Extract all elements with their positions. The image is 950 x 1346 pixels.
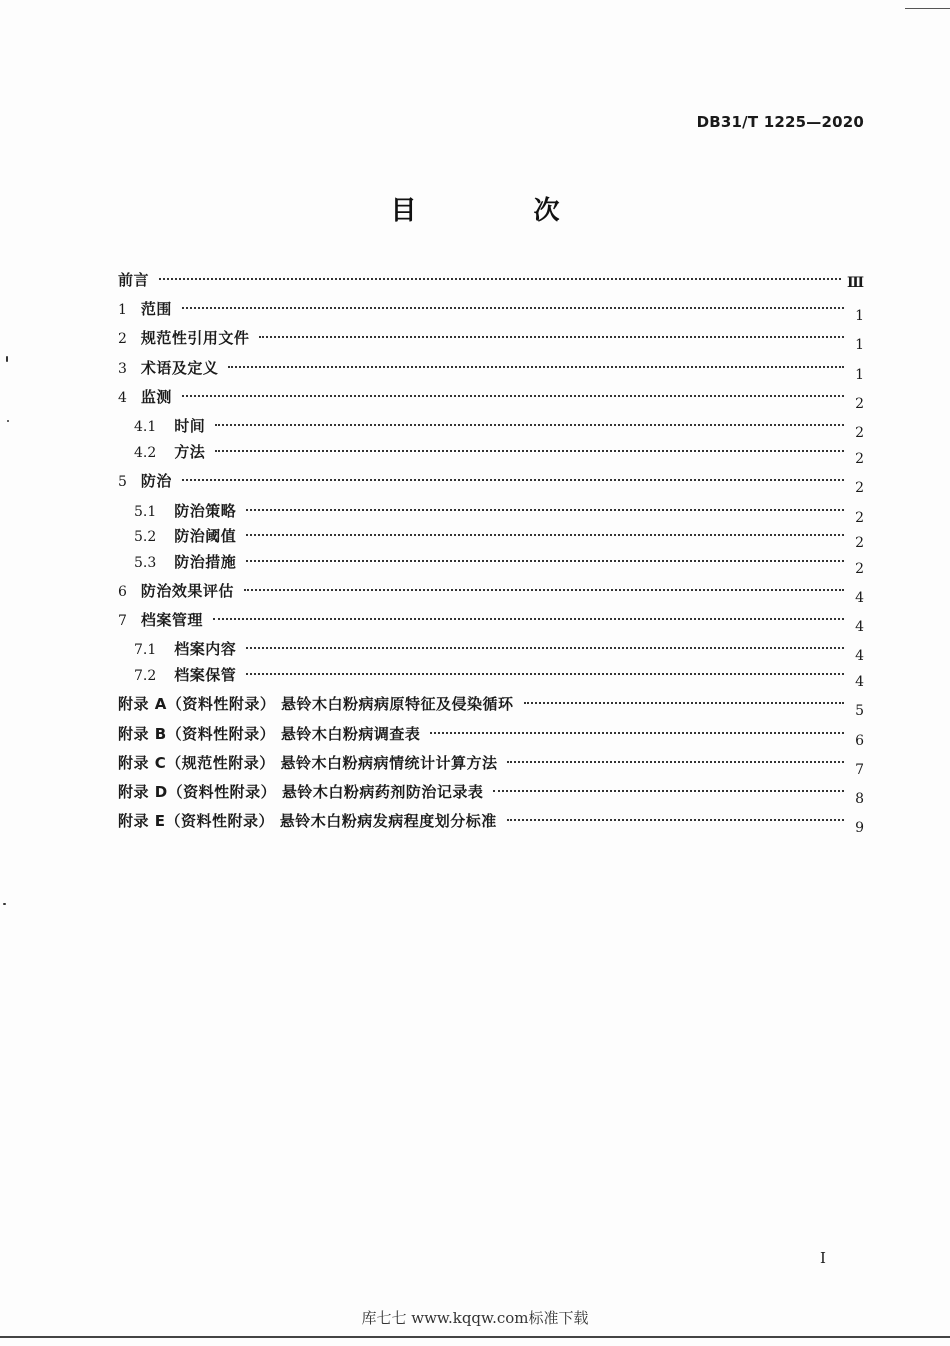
dot-leader [493, 790, 844, 792]
toc-entry-number: 6 [118, 584, 127, 600]
toc-title: 目 次 [390, 196, 614, 226]
dot-leader [215, 424, 844, 426]
toc-entry-text: 范围 [140, 300, 172, 318]
toc-entry-control[interactable] [118, 469, 864, 496]
page-number: I [820, 1249, 826, 1267]
toc-entry-page: 9 [855, 820, 864, 836]
toc-entry-page: 2 [855, 480, 864, 496]
toc-entry-page: 7 [855, 762, 864, 778]
toc-entry-monitoring-time[interactable] [134, 414, 864, 441]
toc-entry-number: 1 [118, 302, 127, 318]
toc-entry-monitoring[interactable] [118, 385, 864, 412]
dot-leader [228, 366, 844, 368]
toc-entry-records-content[interactable] [134, 637, 864, 664]
toc-entry-page: 4 [855, 590, 864, 606]
toc-entry-records-management[interactable] [118, 608, 864, 635]
scan-speck [7, 420, 9, 422]
toc-entry-number: 5.2 [134, 529, 157, 545]
dot-leader [259, 336, 844, 338]
dot-leader [246, 509, 844, 511]
bottom-rule [0, 1336, 950, 1338]
toc-entry-page: 4 [855, 619, 864, 635]
toc-entry-text: 时间 [174, 417, 206, 435]
toc-entry-monitoring-method[interactable] [134, 440, 864, 467]
toc-entry-number: 5.3 [134, 555, 157, 571]
toc-entry-text: 规范性引用文件 [140, 329, 250, 347]
toc-entry-page: 1 [855, 337, 864, 353]
toc-entry-records-storage[interactable] [134, 663, 864, 690]
toc-entry-normative-references[interactable] [118, 326, 864, 353]
dot-leader [507, 819, 844, 821]
toc-entry-page: 1 [855, 308, 864, 324]
toc-entry-text: 防治策略 [174, 502, 237, 520]
toc-entry-appendix-d[interactable] [118, 780, 864, 807]
toc-entry-text: 附录 A（资料性附录） 悬铃木白粉病病原特征及侵染循环 [118, 695, 514, 713]
dot-leader [182, 307, 844, 309]
dot-leader [182, 479, 844, 481]
dot-leader [246, 647, 844, 649]
toc-entry-text: 监测 [140, 388, 172, 406]
toc-entry-text: 方法 [174, 443, 206, 461]
toc-entry-number: 4.1 [134, 419, 157, 435]
dot-leader [524, 702, 844, 704]
scan-speck [6, 356, 8, 362]
toc-entry-appendix-b[interactable] [118, 722, 864, 749]
toc-entry-text: 档案管理 [140, 611, 203, 629]
toc-entry-number: 4.2 [134, 445, 157, 461]
dot-leader [246, 673, 844, 675]
toc-entry-number: 7 [118, 613, 127, 629]
document-number: DB31/T 1225—2020 [696, 113, 864, 131]
toc-entry-number: 3 [118, 361, 127, 377]
toc-entry-number: 4 [118, 390, 127, 406]
toc-entry-page: 4 [855, 674, 864, 690]
toc-entry-text: 防治阈值 [174, 527, 237, 545]
dot-leader [246, 534, 844, 536]
toc-entry-effect-evaluation[interactable] [118, 579, 864, 606]
toc-entry-number: 5.1 [134, 504, 157, 520]
toc-entry-page: 5 [855, 703, 864, 719]
toc-entry-page: 2 [855, 451, 864, 467]
toc-entry-control-strategy[interactable] [134, 499, 864, 526]
toc-entry-page: 2 [855, 425, 864, 441]
toc-entry-text: 附录 D（资料性附录） 悬铃木白粉病药剂防治记录表 [118, 783, 484, 801]
dot-leader [215, 450, 844, 452]
toc-entry-number: 2 [118, 331, 127, 347]
dot-leader [244, 589, 844, 591]
toc-entry-text: 防治效果评估 [140, 582, 234, 600]
toc-entry-number: 7.2 [134, 668, 157, 684]
dot-leader [430, 732, 844, 734]
dot-leader [246, 560, 844, 562]
scan-speck [3, 903, 6, 905]
toc-entry-text: 附录 C（规范性附录） 悬铃木白粉病病情统计计算方法 [118, 754, 498, 772]
toc-entry-page: Ⅲ [846, 275, 864, 291]
toc-entry-page: 4 [855, 648, 864, 664]
toc-entry-page: 2 [855, 396, 864, 412]
toc-entry-appendix-e[interactable] [118, 809, 864, 836]
toc-entry-page: 6 [855, 733, 864, 749]
toc-entry-text: 术语及定义 [140, 359, 219, 377]
watermark-text: 库七七 www.kqqw.com标准下载 [361, 1309, 589, 1327]
dot-leader [507, 761, 844, 763]
toc-entry-scope[interactable] [118, 297, 864, 324]
toc-entry-appendix-a[interactable] [118, 692, 864, 719]
toc-entry-control-measures[interactable] [134, 550, 864, 577]
corner-rule [905, 8, 950, 9]
toc-entry-foreword[interactable] [118, 268, 864, 292]
dot-leader [213, 618, 844, 620]
toc-entry-text: 防治 [140, 472, 172, 490]
dot-leader [159, 278, 841, 280]
dot-leader [182, 395, 844, 397]
toc-entry-page: 2 [855, 561, 864, 577]
toc-entry-text: 前言 [118, 271, 150, 289]
toc-entry-text: 档案内容 [174, 640, 237, 658]
toc-entry-control-threshold[interactable] [134, 524, 864, 551]
toc-entry-terms-definitions[interactable] [118, 356, 864, 383]
toc-entry-text: 档案保管 [174, 666, 237, 684]
toc-entry-page: 2 [855, 510, 864, 526]
toc-entry-appendix-c[interactable] [118, 751, 864, 778]
toc-entry-text: 防治措施 [174, 553, 237, 571]
toc-entry-number: 7.1 [134, 642, 157, 658]
toc-entry-page: 8 [855, 791, 864, 807]
toc-entry-number: 5 [118, 474, 127, 490]
toc-entry-page: 1 [855, 367, 864, 383]
toc-entry-page: 2 [855, 535, 864, 551]
toc-entry-text: 附录 E（资料性附录） 悬铃木白粉病发病程度划分标准 [118, 812, 497, 830]
toc-entry-text: 附录 B（资料性附录） 悬铃木白粉病调查表 [118, 725, 421, 743]
